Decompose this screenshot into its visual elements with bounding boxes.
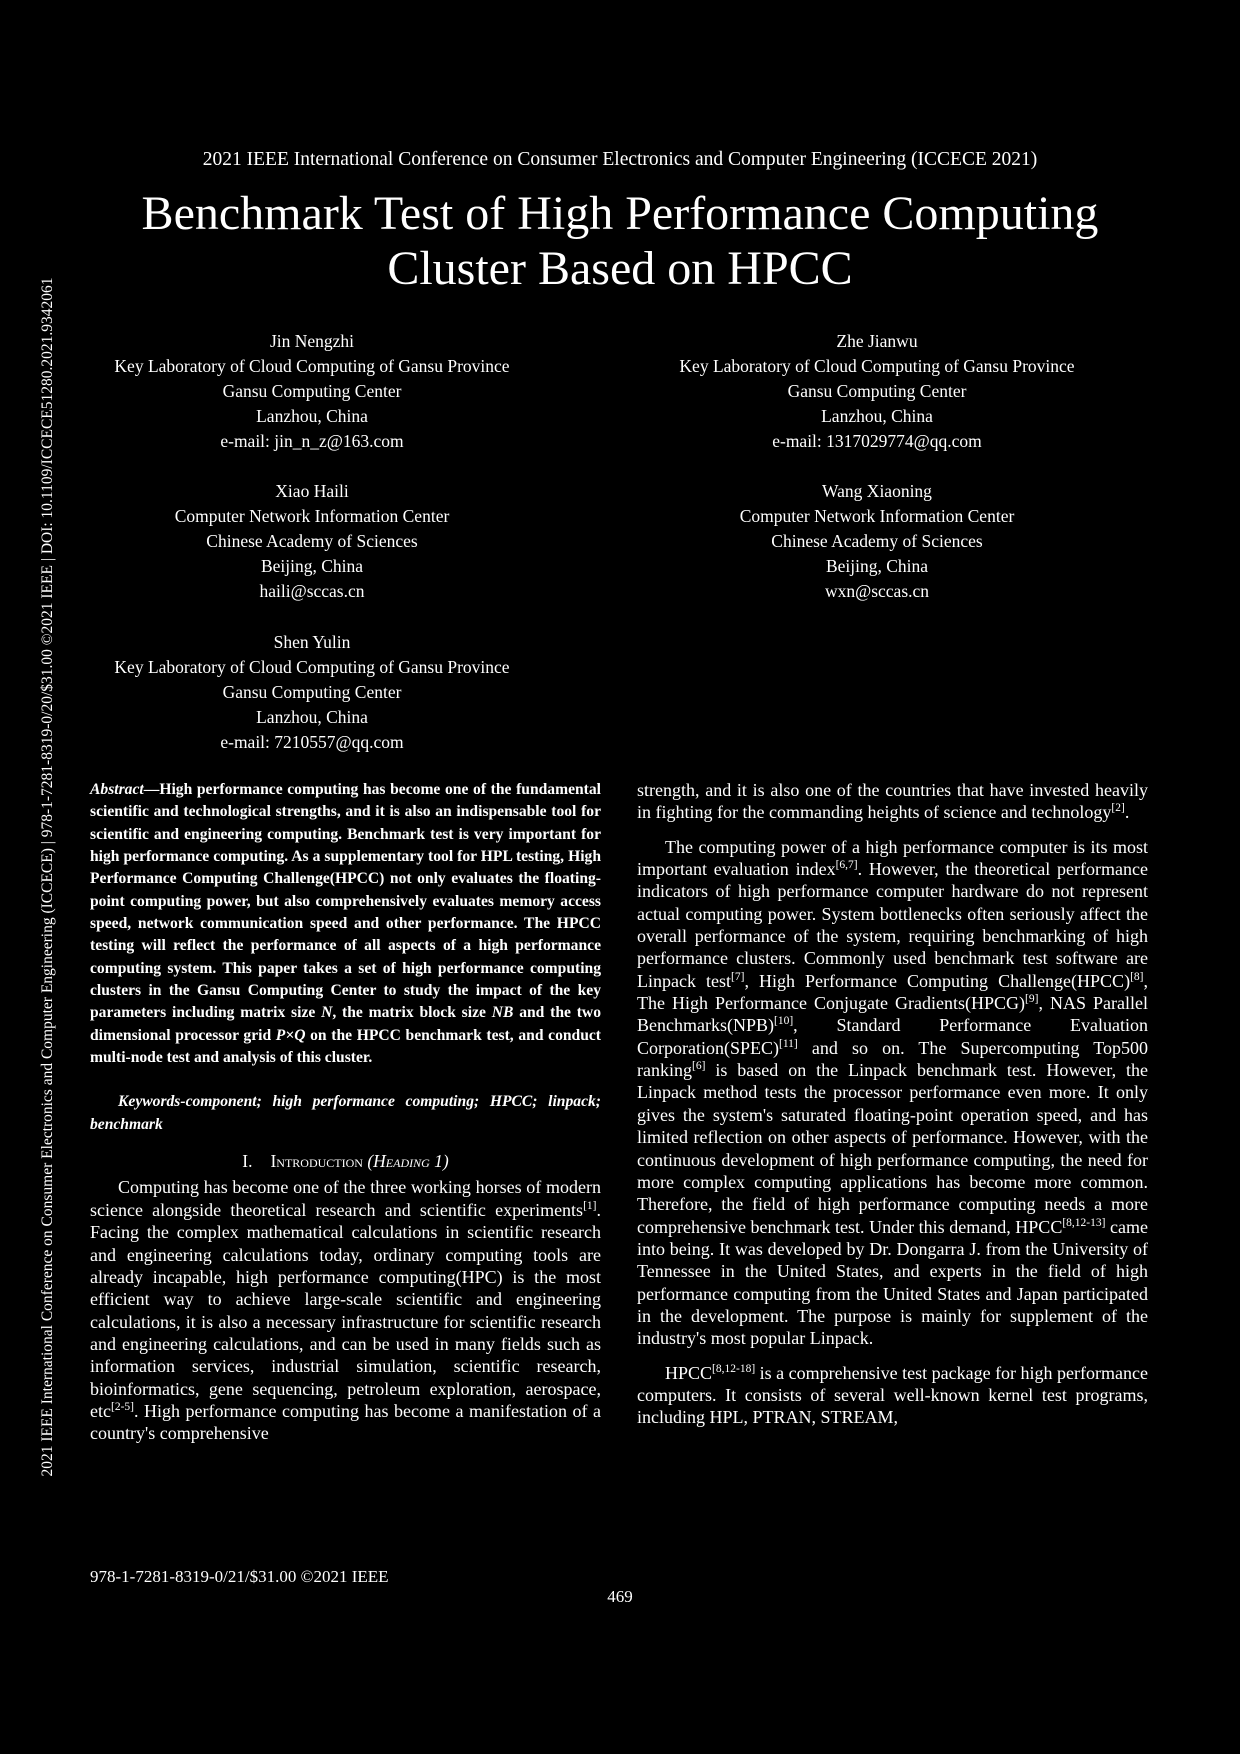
citation: [6]	[691, 1060, 706, 1073]
author-affiliation: Gansu Computing Center	[222, 381, 402, 401]
author-block-2	[597, 329, 1157, 454]
paragraph-text: came into being. It was developed by Dr. Dongarra J. from the University of Tennessee in the United States, and experts in the field of high performance computing from the United States and Japan participated in the development. The purpose is mainly for supplement of the industry's most popular Linpack.	[637, 1216, 1148, 1349]
citation: [1]	[583, 1199, 597, 1212]
abstract-label: Abstract	[90, 781, 144, 798]
paragraph-text: , Standard Performance Evaluation Corporation(SPEC)	[637, 1015, 1148, 1058]
paper-title	[100, 186, 1140, 296]
author-email: wxn@sccas.cn	[824, 581, 930, 601]
paragraph-text: is based on the Linpack benchmark test. However, the Linpack method tests the processor performance even more. It only gives the system's saturated floating-point operation speed, and has limited reflection on other aspects of performance. However, with the continuous development of high performance computing, the need for more complex computing applications has become more common. Therefore, the field of high performance computing needs a more comprehensive benchmark test. Under this demand, HPCC	[637, 1060, 1148, 1237]
abstract	[90, 779, 601, 1069]
copyright-notice: 978-1-7281-8319-0/21/$31.00 ©2021 IEEE	[90, 1567, 389, 1586]
title-line-1: Benchmark Test of High Performance Computing	[141, 187, 1099, 240]
author-email: e-mail: jin_n_z@163.com	[220, 431, 404, 451]
author-affiliation: Gansu Computing Center	[787, 381, 967, 401]
author-email: e-mail: 1317029774@qq.com	[772, 431, 982, 451]
paragraph-text: HPCC	[665, 1362, 713, 1383]
citation: [8,12-13]	[1062, 1216, 1106, 1229]
citation: [2-5]	[110, 1400, 134, 1413]
author-block-1	[32, 329, 592, 454]
paragraph-text: .	[1124, 802, 1130, 823]
author-email: haili@sccas.cn	[259, 581, 365, 601]
author-location: Lanzhou, China	[256, 707, 368, 727]
intro-paragraph-1	[90, 1176, 601, 1444]
citation: [10]	[773, 1015, 794, 1028]
author-block-4	[597, 479, 1157, 604]
author-location: Beijing, China	[825, 556, 929, 576]
author-location: Lanzhou, China	[821, 406, 933, 426]
author-location: Beijing, China	[260, 556, 364, 576]
section-note: (Heading 1)	[367, 1151, 449, 1172]
author-block-3	[32, 479, 592, 604]
abstract-var: N	[321, 1004, 333, 1022]
citation: [11]	[779, 1037, 798, 1050]
page-number: 469	[607, 1587, 633, 1606]
conference-header: 2021 IEEE International Conference on Consumer Electronics and Computer Engineering (ICCECE 2021)	[202, 149, 1038, 170]
author-affiliation: Computer Network Information Center	[739, 506, 1015, 526]
right-column	[637, 779, 1148, 1429]
paragraph-text: . High performance computing has become a manifestation of a country's comprehensive	[90, 1400, 601, 1444]
paragraph-text: . However, the theoretical performance indicators of high performance computer hardware do not represent actual computing power. System bottlenecks often seriously affect the overall performance of the system, requiring benchmarking of high performance clusters. Commonly used benchmark test software are Linpack test	[637, 859, 1149, 991]
section-number: I.	[242, 1151, 253, 1172]
paragraph-text: Computing has become one of the three working horses of modern science alongside theoretical research and scientific experiments	[90, 1177, 601, 1220]
author-location: Lanzhou, China	[256, 406, 368, 426]
author-affiliation: Chinese Academy of Sciences	[206, 531, 418, 551]
citation: [7]	[731, 970, 745, 983]
abstract-text: , the matrix block size	[332, 1004, 492, 1022]
author-name: Wang Xiaoning	[822, 481, 932, 501]
section-title: Introduction	[270, 1151, 363, 1172]
intro-paragraph-continued	[637, 779, 1148, 824]
abstract-var: P×Q	[275, 1026, 306, 1044]
author-name: Jin Nengzhi	[269, 331, 355, 351]
paragraph-text: , High Performance Computing Challenge(HPCC)	[744, 970, 1131, 991]
author-affiliation: Key Laboratory of Cloud Computing of Gansu Province	[114, 657, 510, 677]
abstract-text: and the two dimensional processor grid	[90, 1004, 601, 1044]
author-email: e-mail: 7210557@qq.com	[220, 732, 404, 752]
paragraph-text: strength, and it is also one of the countries that have invested heavily in fighting for the commanding heights of science and technology	[637, 780, 1148, 823]
author-affiliation: Key Laboratory of Cloud Computing of Gansu Province	[114, 356, 510, 376]
paragraph-text: , NAS Parallel Benchmarks(NPB)	[637, 993, 1148, 1036]
author-affiliation: Chinese Academy of Sciences	[771, 531, 983, 551]
author-name: Xiao Haili	[275, 481, 349, 501]
paragraph-text: is a comprehensive test package for high performance computers. It consists of several well-known kernel test programs, including HPL, PTRAN, STREAM,	[637, 1362, 1148, 1428]
citation: [8]	[1130, 970, 1144, 983]
citation: [9]	[1025, 993, 1039, 1006]
citation: [2]	[1111, 802, 1125, 815]
author-affiliation: Gansu Computing Center	[222, 682, 402, 702]
abstract-dash: —	[143, 781, 160, 798]
paragraph-text: , The High Performance Conjugate Gradients(HPCG)	[637, 970, 1148, 1014]
title-line-2: Cluster Based on HPCC	[387, 242, 853, 295]
paragraph-text: and so on. The Supercomputing Top500 ranking	[637, 1037, 1148, 1081]
author-block-5	[32, 630, 592, 755]
keywords: Keywords-component; high performance computing; HPCC; linpack; benchmark	[90, 1093, 601, 1133]
abstract-text: on the HPCC benchmark test, and conduct multi-node test and analysis of this cluster.	[90, 1026, 601, 1067]
section-heading-introduction	[90, 1150, 601, 1172]
abstract-text: High performance computing has become one of the fundamental scientific and technological strengths, and it is also an indispensable tool for scientific and engineering computing. Benchmark test is very important for high performance computing. As a supplementary tool for HPL testing, High Performance Computing Challenge(HPCC) not only evaluates the floating-point computing power, but also comprehensively evaluates memory access speed, network communication speed and other performance. The HPCC testing will reflect the performance of all aspects of a high performance computing system. This paper takes a set of high performance computing clusters in the Gansu Computing Center to study the impact of the key parameters including matrix size	[90, 781, 601, 1022]
intro-paragraph-2	[637, 836, 1148, 1350]
intro-paragraph-3	[637, 1362, 1148, 1429]
left-column	[90, 779, 601, 1445]
paragraph-text: The computing power of a high performance computer is its most important evaluation index	[637, 836, 1148, 880]
author-affiliation: Computer Network Information Center	[174, 506, 450, 526]
citation: [6,7]	[835, 859, 858, 872]
author-affiliation: Key Laboratory of Cloud Computing of Gansu Province	[679, 356, 1075, 376]
abstract-var: NB	[491, 1004, 514, 1022]
author-name: Zhe Jianwu	[836, 331, 918, 351]
author-name: Shen Yulin	[273, 632, 351, 652]
citation: [8,12-18]	[712, 1362, 756, 1375]
doi-side-strip: 2021 IEEE International Conference on Consumer Electronics and Computer Engineering (ICCECE) | 978-1-7281-8319-0/20/$31.00 ©2021 IEEE | DOI: 10.1109/ICCECE51280.2021.9342061	[39, 277, 56, 1477]
paragraph-text: . Facing the complex mathematical calculations in scientific research and engineering calculations today, ordinary computing tools are already incapable, high performance computing(HPC) is the most efficient way to achieve large-scale scientific and engineering calculations, it is also a necessary infrastructure for scientific research and engineering calculations, and can be used in many fields such as information services, industrial simulation, scientific research, bioinformatics, gene sequencing, petroleum exploration, aerospace, etc	[90, 1199, 601, 1421]
